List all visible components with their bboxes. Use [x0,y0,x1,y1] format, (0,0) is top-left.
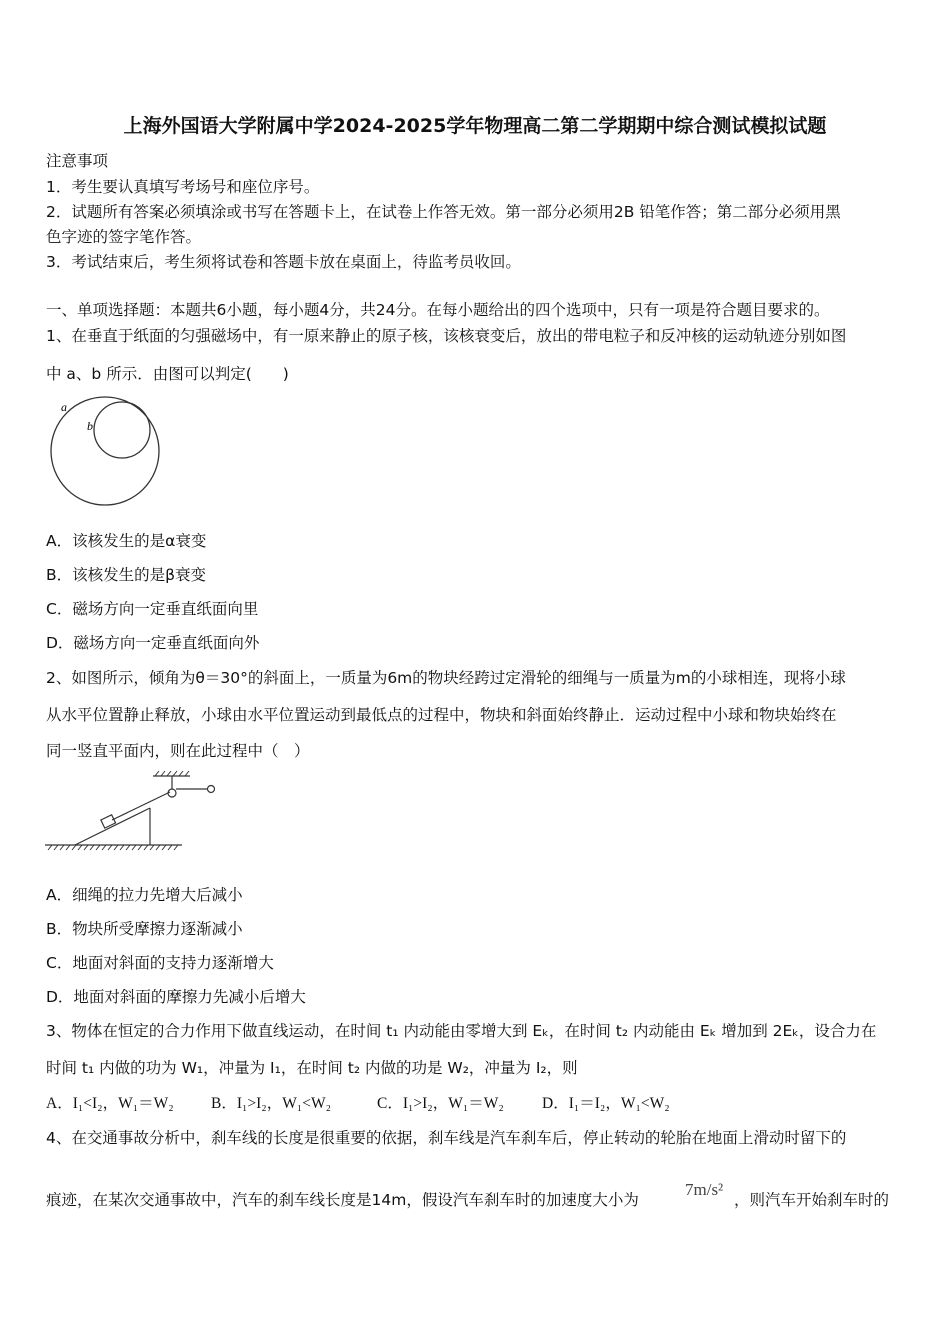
label-b: b [87,419,93,433]
q1-option-a: A．该核发生的是α衰变 [46,532,207,550]
section-heading: 一、单项选择题：本题共6小题，每小题4分，共24分。在每小题给出的四个选项中，只有一项是符合题目要求的。 [46,301,830,319]
q4-stem: 痕迹，在某次交通事故中，汽车的刹车线长度是14m，假设汽车刹车时的加速度大小为 [46,1191,639,1209]
q1-stem: 中 a、b 所示．由图可以判定( ) [46,365,289,383]
q3-option-b: B．I₁>I₂，W₁<W₂ [211,1095,332,1112]
q4-stem: 4、在交通事故分析中，刹车线的长度是很重要的依据，刹车线是汽车刹车后，停止转动的轮胎在地面上滑动时留下的 [46,1129,847,1147]
q1-option-b: B．该核发生的是β衰变 [46,566,207,584]
q3-option-c: C．I₁>I₂，W₁＝W₂ [377,1095,504,1112]
q1-figure-circles [40,390,240,520]
q2-stem: 同一竖直平面内，则在此过程中（ ） [46,742,310,760]
notice-item: 色字迹的签字笔作答。 [46,228,202,246]
label-a: a [61,400,67,414]
q2-option-d: D．地面对斜面的摩擦力先减小后增大 [46,988,306,1006]
q3-stem: 3、物体在恒定的合力作用下做直线运动，在时间 t₁ 内动能由零增大到 Eₖ，在时间 t₂ 内动能由 Eₖ 增加到 2Eₖ，设合力在 [46,1022,877,1040]
acceleration-unit: 7m/s² [685,1180,724,1199]
q3-stem: 时间 t₁ 内做的功为 W₁，冲量为 I₁，在时间 t₂ 内做的功是 W₂，冲量为 I₂，则 [46,1059,578,1077]
q1-stem: 1、在垂直于纸面的匀强磁场中，有一原来静止的原子核，该核衰变后，放出的带电粒子和反冲核的运动轨迹分别如图 [46,327,847,345]
q2-stem: 2、如图所示，倾角为θ＝30°的斜面上，一质量为6m的物块经跨过定滑轮的细绳与一质量为m的小球相连，现将小球 [46,669,846,687]
q2-figure-incline [40,765,240,860]
q2-option-b: B．物块所受摩擦力逐渐减小 [46,920,243,938]
q1-option-c: C．磁场方向一定垂直纸面向里 [46,600,259,618]
page-title: 上海外国语大学附属中学2024-2025学年物理高二第二学期期中综合测试模拟试题 [123,115,827,137]
notice-item: 3．考试结束后，考生须将试卷和答题卡放在桌面上，待监考员收回。 [46,253,521,271]
q3-option-d: D．I₁＝I₂，W₁<W₂ [542,1095,670,1112]
notice-heading: 注意事项 [46,152,109,170]
q2-stem: 从水平位置静止释放，小球由水平位置运动到最低点的过程中，物块和斜面始终静止．运动过程中小球和物块始终在 [46,706,837,724]
notice-item: 2．试题所有答案必须填涂或书写在答题卡上，在试卷上作答无效。第一部分必须用2B 铅笔作答；第二部分必须用黑 [46,203,841,221]
q4-stem: ，则汽车开始刹车时的 [734,1191,890,1209]
q2-option-c: C．地面对斜面的支持力逐渐增大 [46,954,274,972]
q3-option-a: A．I₁<I₂，W₁＝W₂ [46,1095,174,1112]
q1-option-d: D．磁场方向一定垂直纸面向外 [46,634,260,652]
notice-item: 1．考生要认真填写考场号和座位序号。 [46,178,320,196]
q2-option-a: A．细绳的拉力先增大后减小 [46,886,243,904]
